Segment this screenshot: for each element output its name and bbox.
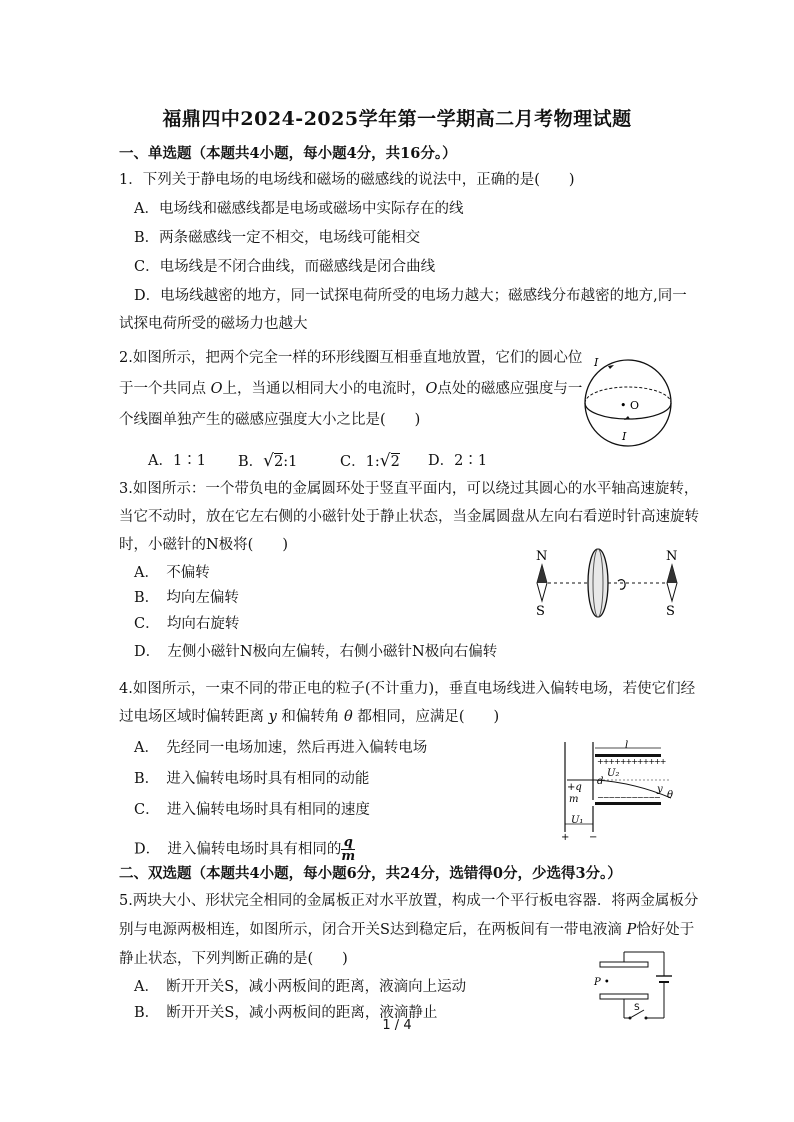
q2-text: 于一个共同点 [119, 381, 211, 397]
q3-option-a: A． 不偏转 [134, 565, 210, 581]
q1-stem: 1．下列关于静电场的电场线和磁场的磁感线的说法中，正确的是( ) [119, 172, 575, 188]
q4-option-b: B． 进入偏转电场时具有相同的动能 [134, 771, 370, 787]
q3-magnet-ring-figure [530, 545, 690, 625]
q5-text: 恰好处于 [636, 922, 695, 938]
q5-capacitor-circuit-figure [572, 944, 682, 1024]
q4-text: 和偏转角 [276, 709, 345, 725]
q2-sphere-coils-figure [578, 350, 678, 450]
q2-stem-line2 [119, 379, 582, 399]
q2-var-o: O [210, 381, 223, 397]
q2-option-a: A．1∶1 [148, 453, 206, 469]
q4-option-c: C． 进入偏转电场时具有相同的速度 [134, 802, 370, 818]
q2-b-label: B． [238, 454, 264, 470]
q3-fig-north-label: N [536, 549, 548, 564]
q5-fig-droplet-label: P • [594, 977, 610, 988]
q4-option-d [134, 836, 355, 863]
q5-fig-switch-label: S [634, 1003, 640, 1013]
q4-fig-gap-label: d [597, 776, 604, 787]
q4-fig-angle-label: θ [667, 790, 674, 801]
sqrt-radicand: 2 [390, 454, 400, 470]
q1-option-d-cont: 试探电荷所受的磁场力也越大 [119, 316, 308, 332]
q1-option-a: A．电场线和磁感线都是电场或磁场中实际存在的线 [134, 201, 464, 217]
q4-fig-plus-terminal: + [561, 832, 570, 840]
q4-fig-voltage2-label: U₂ [607, 768, 620, 779]
q4-d-text: D． 进入偏转电场时具有相同的 [134, 841, 342, 858]
section-heading-single-choice: 一、单选题（本题共4小题，每小题4分，共16分。） [119, 145, 457, 162]
q4-stem-line1: 4.如图所示，一束不同的带正电的粒子(不计重力)，垂直电场线进入偏转电场，若使它们经 [119, 681, 696, 697]
q2-var-o: O [425, 381, 438, 397]
q4-fig-length-label: l [625, 740, 629, 751]
q2-option-d: D．2∶1 [428, 453, 488, 469]
q3-fig-north-label: N [666, 549, 678, 564]
q2-stem-line3: 个线圈单独产生的磁感应强度大小之比是( ) [119, 412, 421, 428]
q4-var-theta: θ [344, 709, 353, 725]
fraction-q-over-m [341, 836, 355, 863]
fraction-numerator: q [341, 836, 355, 850]
q3-stem-line1: 3.如图所示：一个带负电的金属圆环处于竖直平面内，可以绕过其圆心的水平轴高速旋转， [119, 481, 699, 497]
q3-option-b: B． 均向左偏转 [134, 590, 239, 606]
q5-text: 别与电源两极相连，如图所示，闭合开关S达到稳定后，在两板间有一带电液滴 [119, 922, 627, 938]
q2-fig-current-label: I [594, 356, 599, 369]
q3-option-c: C． 均向右旋转 [134, 616, 240, 632]
fraction-denominator: m [341, 849, 356, 864]
q1-option-c: C．电场线是不闭合曲线，而磁感线是闭合曲线 [134, 259, 436, 275]
sqrt-symbol: √ [263, 451, 274, 471]
q2-c-label: C．1: [340, 454, 380, 470]
q4-fig-minus-terminal: − [589, 832, 598, 840]
q2-text: 点处的磁感应强度与一 [437, 381, 583, 397]
q4-fig-voltage1-label: U₁ [571, 815, 584, 826]
q5-stem-line2 [119, 920, 694, 940]
page-number: 1 / 4 [382, 1018, 412, 1033]
exam-title: 福鼎四中2024-2025学年第一学期高二月考物理试题 [162, 108, 632, 130]
q4-fig-charge-label: +q [567, 782, 582, 793]
q2-option-b [238, 451, 297, 472]
q2-fig-current-label: I [622, 430, 627, 443]
q3-stem-line3: 时，小磁针的N极将( ) [119, 537, 289, 553]
q5-option-b: B． 断开开关S，减小两板间的距离，液滴静止 [134, 1005, 438, 1021]
q1-option-d: D．电场线越密的地方，同一试探电荷所受的电场力越大；磁感线分布越密的地方,同一 [134, 288, 687, 304]
q2-text: 上，当通以相同大小的电流时， [222, 381, 426, 397]
q2-fig-center-label: • O [620, 399, 640, 412]
q4-text: 都相同，应满足( ) [352, 709, 500, 725]
q5-var-p: P [626, 922, 637, 938]
q2-option-c [340, 451, 400, 472]
q5-option-a: A． 断开开关S，减小两板间的距离，液滴向上运动 [134, 979, 467, 995]
q4-stem-line2 [119, 707, 499, 727]
q2-stem-line1: 2.如图所示，把两个完全一样的环形线圈互相垂直地放置，它们的圆心位 [119, 350, 583, 366]
q4-fig-minus-row: −−−−−−−−−−− [597, 793, 660, 802]
section-heading-double-choice: 二、双选题（本题共4小题，每小题6分，共24分，选错得0分，少选得3分。） [119, 865, 622, 882]
q4-fig-mass-label: m [569, 794, 579, 805]
q2-b-ratio: :1 [283, 454, 298, 470]
q4-deflection-field-figure [553, 740, 683, 840]
q3-option-d: D． 左侧小磁针N极向左偏转，右侧小磁针N极向右偏转 [134, 644, 498, 660]
q4-fig-plus-row: ++++++++++++ [597, 757, 666, 766]
q5-stem-line1: 5.两块大小、形状完全相同的金属板正对水平放置，构成一个平行板电容器．将两金属板分 [119, 893, 699, 909]
sqrt-symbol: √ [379, 451, 391, 471]
sqrt-radicand: 2 [274, 454, 284, 470]
q3-fig-south-label: S [666, 604, 675, 619]
q4-var-y: y [268, 709, 277, 725]
q3-fig-south-label: S [536, 604, 545, 619]
q4-fig-deflection-label: y [657, 784, 663, 795]
q1-option-b: B．两条磁感线一定不相交，电场线可能相交 [134, 230, 421, 246]
q4-text: 过电场区域时偏转距离 [119, 709, 269, 725]
q5-stem-line3: 静止状态，下列判断正确的是( ) [119, 951, 348, 967]
q4-option-a: A． 先经同一电场加速，然后再进入偏转电场 [134, 740, 428, 756]
q3-stem-line2: 当它不动时，放在它左右侧的小磁针处于静止状态，当金属圆盘从左向右看逆时针高速旋转 [119, 509, 699, 525]
